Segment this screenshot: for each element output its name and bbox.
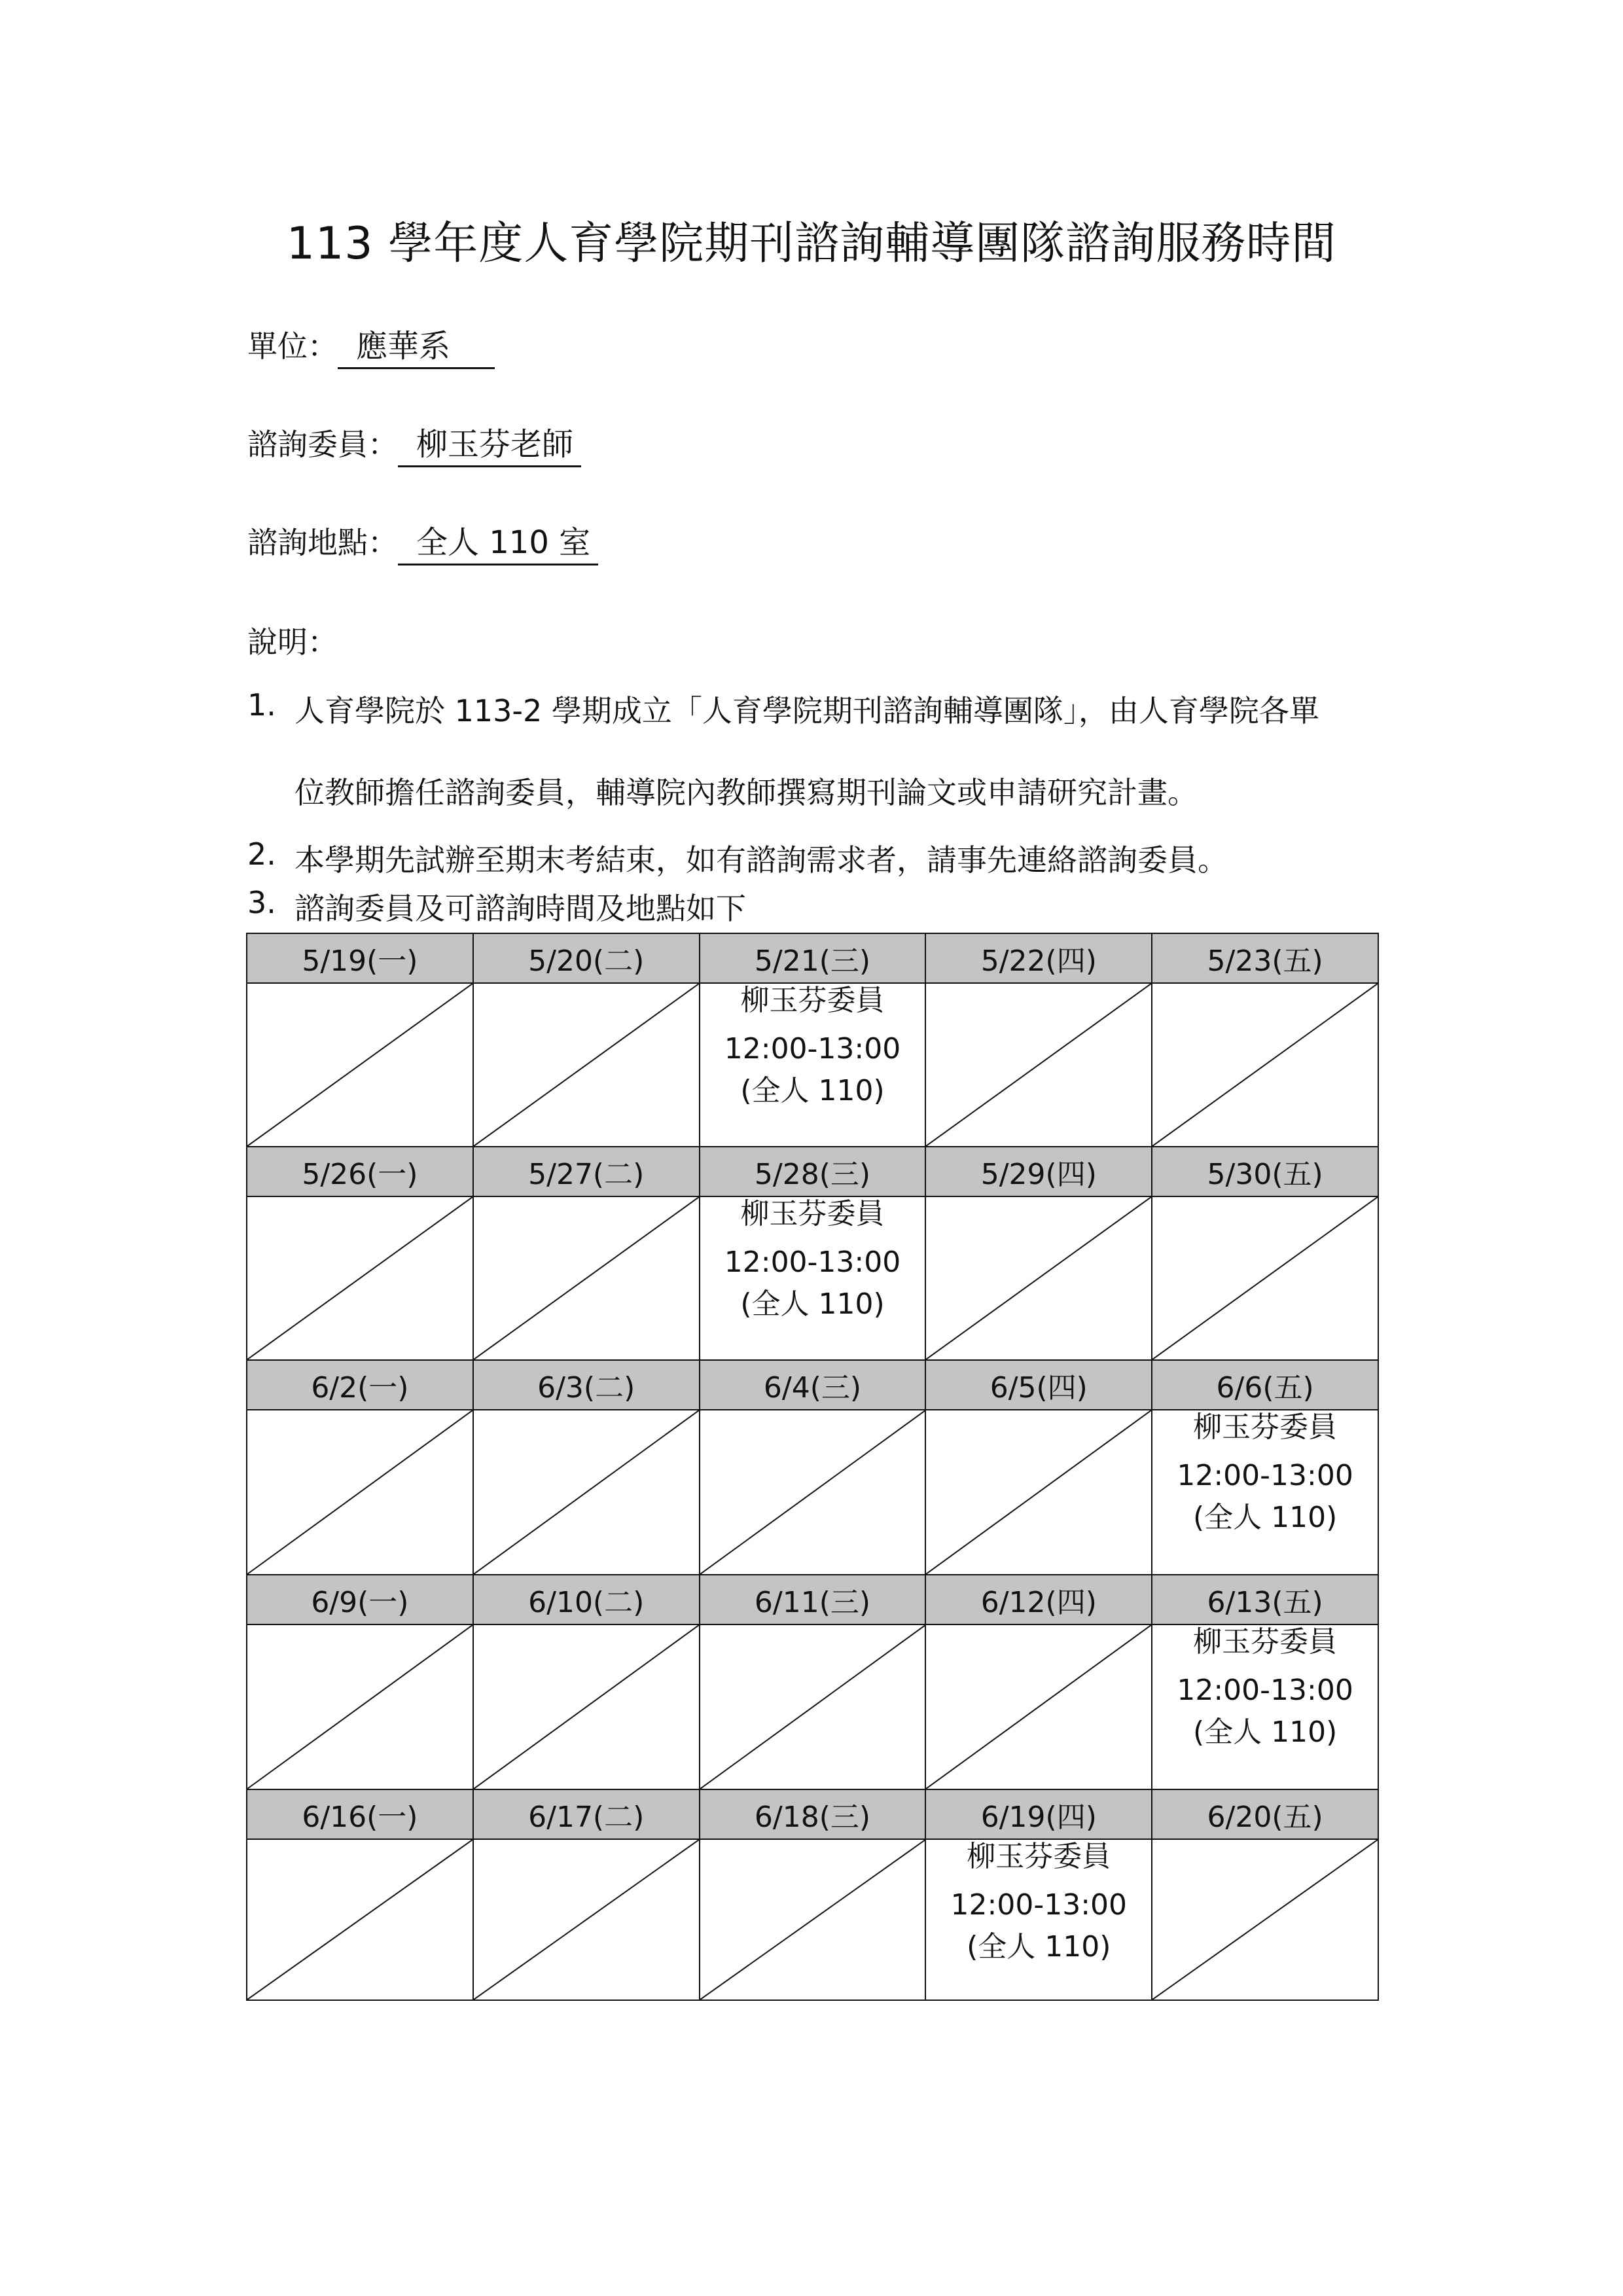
consult-slot bbox=[926, 1842, 1151, 1962]
slot-time: 12:00-13:00 bbox=[1177, 1674, 1353, 1707]
location-value: 全人 110 室 bbox=[398, 517, 598, 565]
empty-slot-diagonal bbox=[247, 1840, 473, 2000]
empty-slot-cell bbox=[473, 1196, 700, 1360]
slot-row bbox=[247, 983, 1378, 1147]
date-header: 5/26(一) bbox=[247, 1147, 473, 1196]
date-header: 5/30(五) bbox=[1152, 1147, 1378, 1196]
slot-advisor: 柳玉芬委員 bbox=[1193, 1625, 1338, 1659]
empty-slot-cell bbox=[1152, 1839, 1378, 2000]
empty-slot-diagonal bbox=[926, 1410, 1151, 1574]
page-title: 113 學年度人育學院期刊諮詢輔導團隊諮詢服務時間 bbox=[286, 218, 1337, 270]
consult-slot-cell bbox=[700, 983, 926, 1147]
date-row bbox=[247, 1147, 1378, 1196]
date-header: 6/17(二) bbox=[473, 1789, 700, 1839]
date-header: 5/19(一) bbox=[247, 933, 473, 983]
unit-field bbox=[247, 321, 495, 369]
date-row bbox=[247, 1575, 1378, 1624]
slot-room: (全人 110) bbox=[740, 1287, 885, 1321]
empty-slot-cell bbox=[247, 1410, 473, 1575]
empty-slot-cell bbox=[700, 1624, 926, 1789]
date-row bbox=[247, 933, 1378, 983]
slot-row bbox=[247, 1196, 1378, 1360]
empty-slot-diagonal bbox=[700, 1625, 925, 1789]
empty-slot-diagonal bbox=[247, 1197, 473, 1359]
date-row bbox=[247, 1789, 1378, 1839]
note-number: 1. bbox=[247, 687, 276, 723]
empty-slot-cell bbox=[473, 983, 700, 1147]
date-header: 5/27(二) bbox=[473, 1147, 700, 1196]
advisor-field bbox=[247, 419, 581, 467]
slot-advisor: 柳玉芬委員 bbox=[967, 1840, 1111, 1873]
empty-slot-diagonal bbox=[474, 1197, 699, 1359]
slot-time: 12:00-13:00 bbox=[1177, 1459, 1353, 1492]
note-text: 位教師擔任諮詢委員，輔導院內教師撰寫期刊論文或申請研究計畫。 bbox=[294, 775, 1198, 810]
empty-slot-cell bbox=[247, 983, 473, 1147]
consult-slot bbox=[700, 1197, 925, 1321]
empty-slot-cell bbox=[1152, 1196, 1378, 1360]
date-header: 5/20(二) bbox=[473, 933, 700, 983]
empty-slot-diagonal bbox=[474, 1410, 699, 1574]
empty-slot-cell bbox=[247, 1624, 473, 1789]
date-header: 5/23(五) bbox=[1152, 933, 1378, 983]
empty-slot-cell bbox=[473, 1839, 700, 2000]
slot-room: (全人 110) bbox=[1192, 1501, 1338, 1534]
date-header: 6/11(三) bbox=[700, 1575, 926, 1624]
empty-slot-diagonal bbox=[1152, 984, 1378, 1146]
consult-slot bbox=[700, 986, 925, 1105]
empty-slot-cell bbox=[247, 1839, 473, 2000]
empty-slot-diagonal bbox=[474, 984, 699, 1146]
empty-slot-diagonal bbox=[926, 1197, 1151, 1359]
date-header: 6/10(二) bbox=[473, 1575, 700, 1624]
slot-row bbox=[247, 1839, 1378, 2000]
empty-slot-diagonal bbox=[247, 1625, 473, 1789]
empty-slot-cell bbox=[700, 1839, 926, 2000]
unit-value: 應華系 bbox=[338, 321, 495, 369]
date-header: 5/29(四) bbox=[925, 1147, 1152, 1196]
empty-slot-diagonal bbox=[474, 1840, 699, 2000]
empty-slot-diagonal bbox=[247, 984, 473, 1146]
slot-room: (全人 110) bbox=[1192, 1715, 1338, 1749]
slot-time: 12:00-13:00 bbox=[950, 1888, 1128, 1922]
empty-slot-cell bbox=[247, 1196, 473, 1360]
consult-slot-cell bbox=[700, 1196, 926, 1360]
empty-slot-diagonal bbox=[474, 1625, 699, 1789]
date-header: 6/19(四) bbox=[925, 1789, 1152, 1839]
empty-slot-cell bbox=[925, 983, 1152, 1147]
date-header: 5/22(四) bbox=[925, 933, 1152, 983]
date-header: 6/5(四) bbox=[925, 1360, 1152, 1410]
consult-slot-cell bbox=[925, 1839, 1152, 2000]
consult-slot bbox=[1152, 1625, 1378, 1749]
notes-heading: 說明： bbox=[247, 624, 338, 660]
slot-row bbox=[247, 1624, 1378, 1789]
unit-label: 單位： bbox=[247, 329, 338, 364]
date-header: 6/4(三) bbox=[700, 1360, 926, 1410]
date-header: 5/28(三) bbox=[700, 1147, 926, 1196]
slot-advisor: 柳玉芬委員 bbox=[740, 1197, 885, 1230]
date-header: 6/3(二) bbox=[473, 1360, 700, 1410]
date-header: 6/12(四) bbox=[925, 1575, 1152, 1624]
empty-slot-cell bbox=[473, 1410, 700, 1575]
note-number: 2. bbox=[247, 836, 276, 872]
slot-row bbox=[247, 1410, 1378, 1575]
location-label: 諮詢地點： bbox=[247, 525, 398, 560]
empty-slot-diagonal bbox=[1152, 1197, 1378, 1359]
slot-advisor: 柳玉芬委員 bbox=[1193, 1410, 1338, 1444]
note-text: 人育學院於 113-2 學期成立「人育學院期刊諮詢輔導團隊」，由人育學院各單 bbox=[294, 693, 1319, 728]
empty-slot-diagonal bbox=[700, 1840, 925, 2000]
empty-slot-diagonal bbox=[1152, 1840, 1378, 2000]
slot-room: (全人 110) bbox=[740, 1074, 885, 1107]
note-text: 諮詢委員及可諮詢時間及地點如下 bbox=[294, 891, 746, 926]
note-text: 本學期先試辦至期末考結束，如有諮詢需求者，請事先連絡諮詢委員。 bbox=[294, 842, 1228, 878]
date-header: 6/16(一) bbox=[247, 1789, 473, 1839]
empty-slot-cell bbox=[700, 1410, 926, 1575]
date-header: 6/13(五) bbox=[1152, 1575, 1378, 1624]
empty-slot-cell bbox=[1152, 983, 1378, 1147]
consult-slot-cell bbox=[1152, 1624, 1378, 1789]
slot-time: 12:00-13:00 bbox=[724, 1032, 901, 1066]
slot-time: 12:00-13:00 bbox=[724, 1246, 901, 1279]
date-row bbox=[247, 1360, 1378, 1410]
date-header: 6/20(五) bbox=[1152, 1789, 1378, 1839]
empty-slot-cell bbox=[925, 1624, 1152, 1789]
consult-slot-cell bbox=[1152, 1410, 1378, 1575]
date-header: 6/18(三) bbox=[700, 1789, 926, 1839]
consult-slot bbox=[1152, 1410, 1378, 1534]
empty-slot-cell bbox=[925, 1410, 1152, 1575]
empty-slot-diagonal bbox=[700, 1410, 925, 1574]
empty-slot-cell bbox=[473, 1624, 700, 1789]
date-header: 6/9(一) bbox=[247, 1575, 473, 1624]
note-number: 3. bbox=[247, 885, 276, 920]
schedule-table bbox=[246, 933, 1379, 2001]
empty-slot-diagonal bbox=[926, 1625, 1151, 1789]
slot-advisor: 柳玉芬委員 bbox=[740, 984, 885, 1017]
advisor-label: 諮詢委員： bbox=[247, 427, 398, 462]
slot-room: (全人 110) bbox=[967, 1930, 1111, 1964]
empty-slot-diagonal bbox=[926, 984, 1151, 1146]
empty-slot-cell bbox=[925, 1196, 1152, 1360]
empty-slot-diagonal bbox=[247, 1410, 473, 1574]
advisor-value: 柳玉芬老師 bbox=[398, 419, 581, 467]
date-header: 5/21(三) bbox=[700, 933, 926, 983]
date-header: 6/2(一) bbox=[247, 1360, 473, 1410]
date-header: 6/6(五) bbox=[1152, 1360, 1378, 1410]
location-field bbox=[247, 517, 598, 565]
